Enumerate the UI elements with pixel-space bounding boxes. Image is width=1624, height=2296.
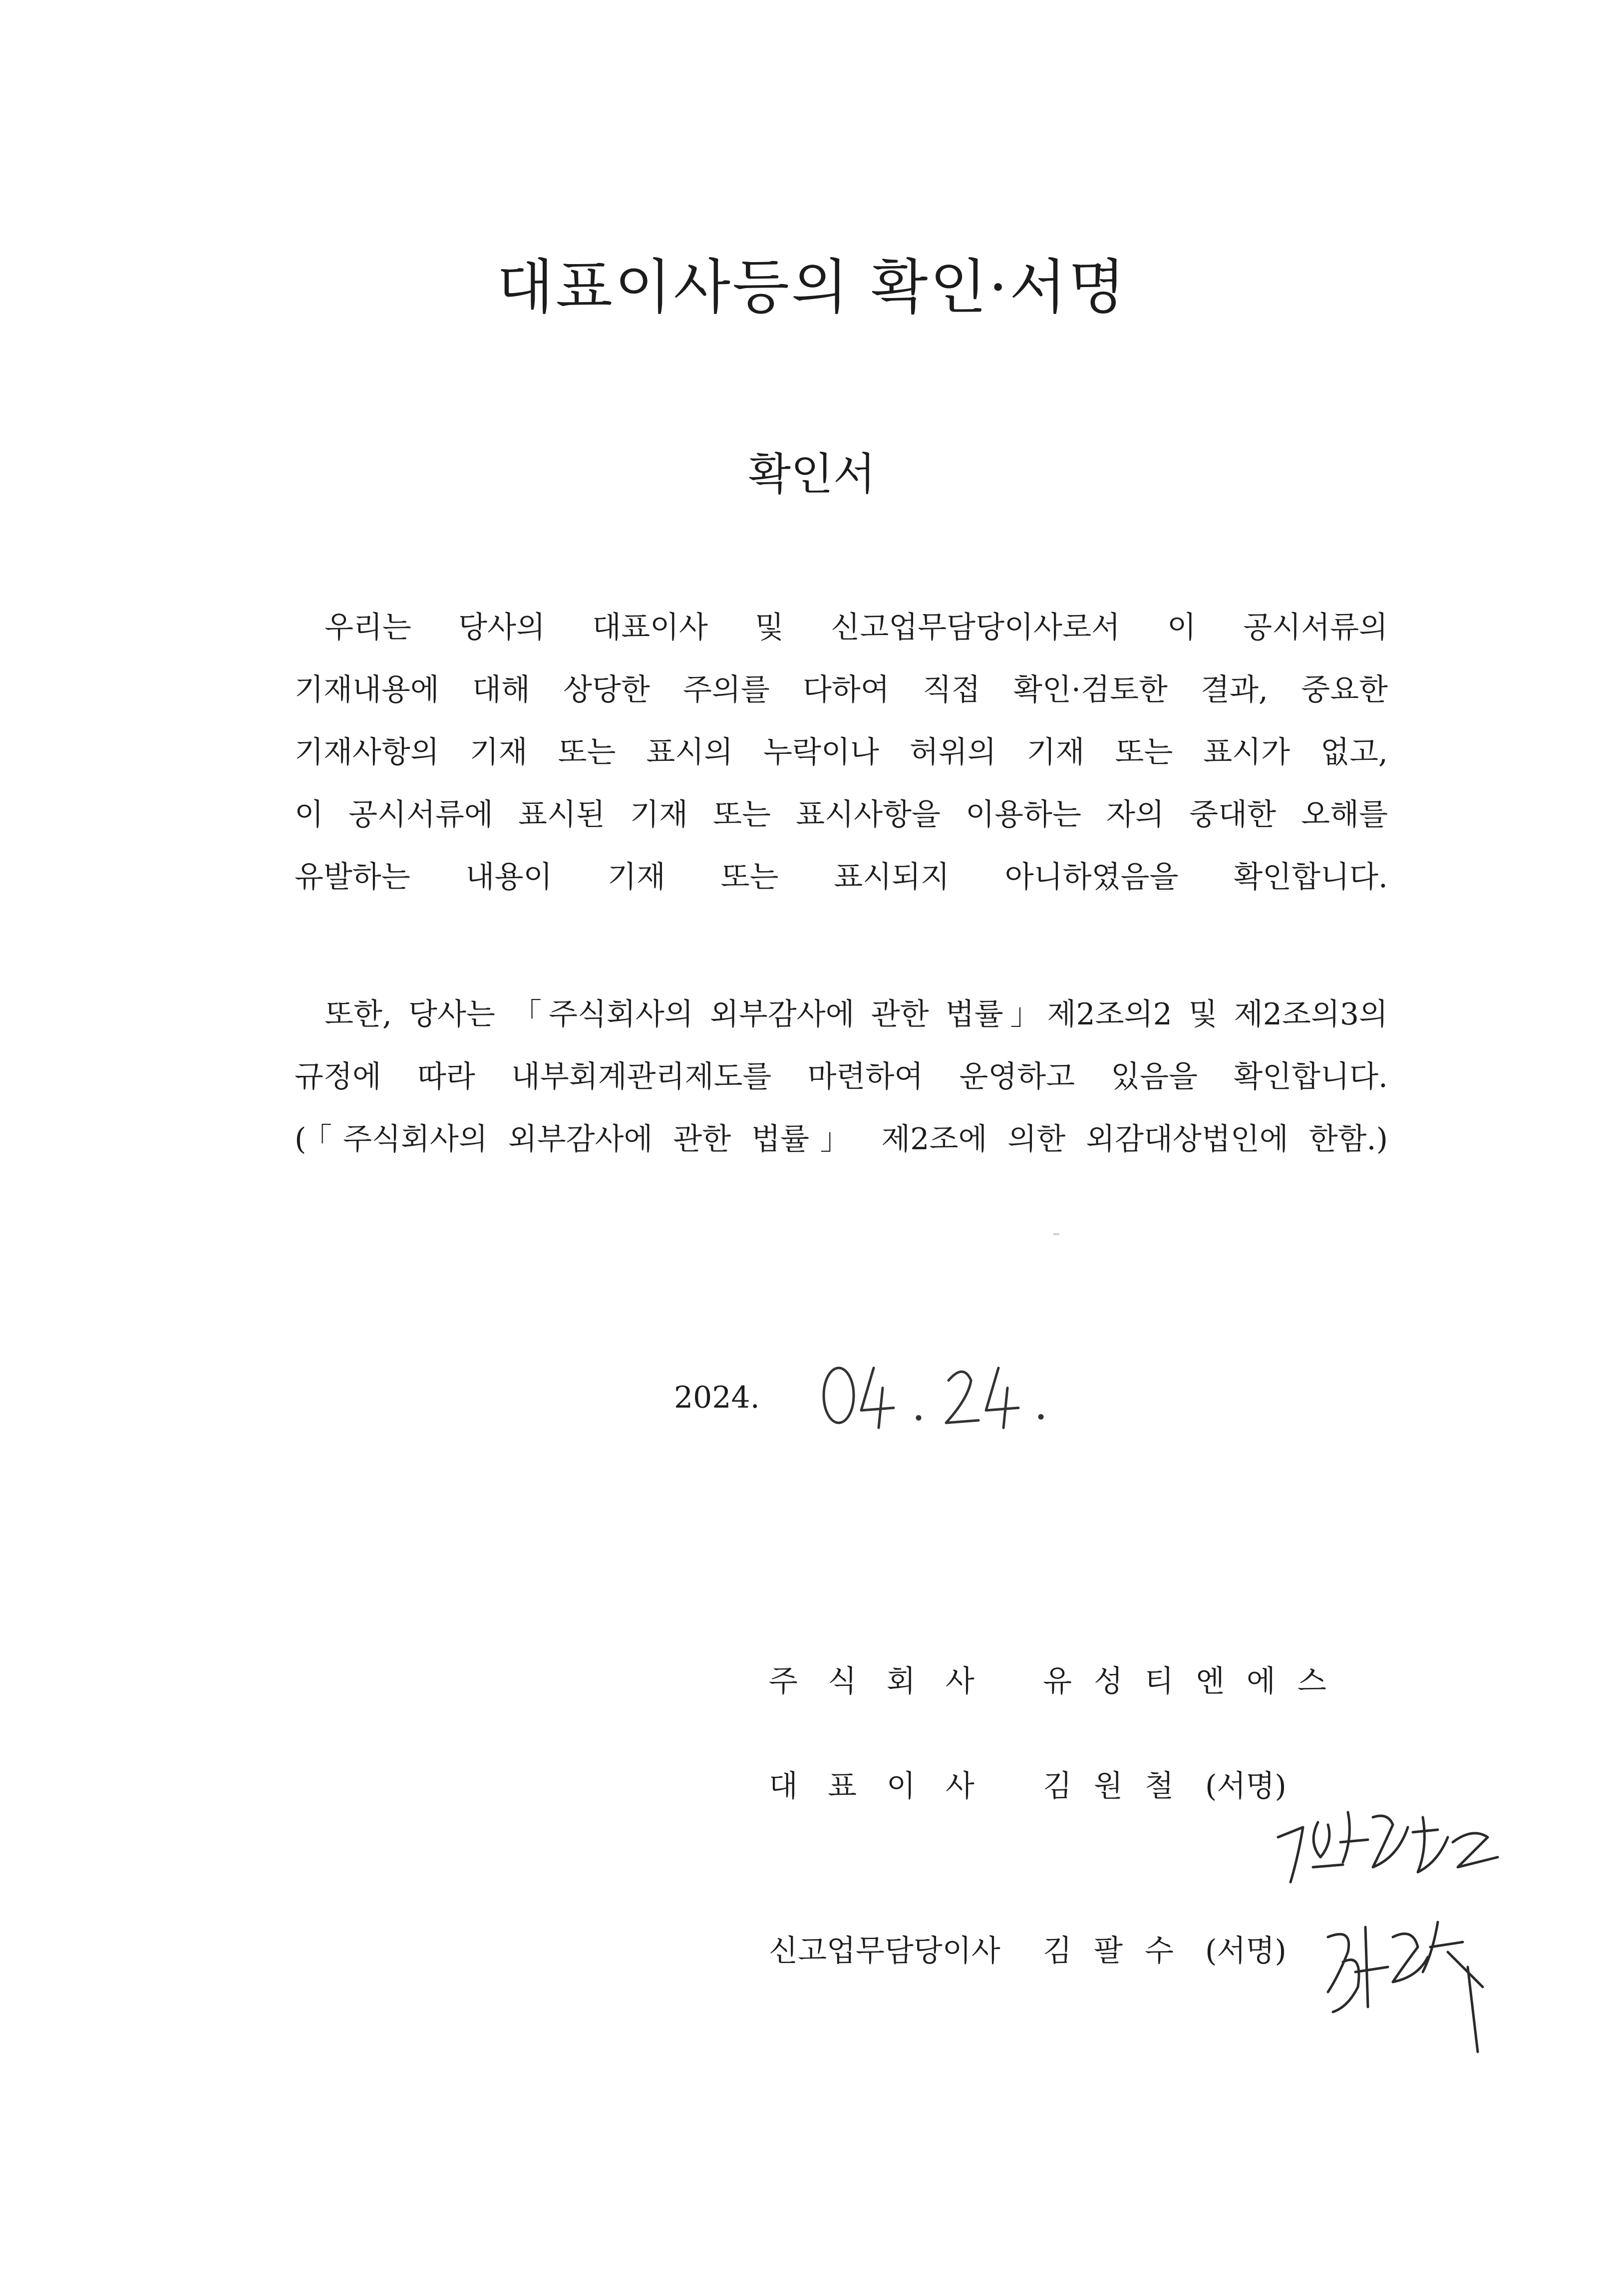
officer-row (769, 1927, 1287, 1970)
document-title: 대표이사등의 확인·서명 (497, 253, 1127, 322)
company-name: 유성티엔에스 (1043, 1664, 1348, 1699)
paragraph-line: 이 공시서류에 표시된 기재 또는 표시사항을 이용하는 자의 중대한 오해를 (295, 797, 1388, 832)
date-year: 2024. (674, 1380, 760, 1415)
officer-signature (1318, 1907, 1498, 2057)
handwritten-date (819, 1358, 1053, 1433)
ceo-sign-note: (서명) (1205, 1769, 1287, 1804)
date-row (674, 1378, 760, 1415)
ceo-label: 대표이사 (769, 1769, 1004, 1804)
paragraph-line: 우리는 당사의 대표이사 및 신고업무담당이사로서 이 공시서류의 (325, 610, 1388, 645)
officer-name: 김팔수 (1043, 1934, 1196, 1968)
officer-label: 신고업무담당이사 (769, 1934, 1000, 1968)
officer-sign-note: (서명) (1205, 1934, 1287, 1968)
paragraph-line: (「주식회사의 외부감사에 관한 법률」 제2조에 의한 외감대상법인에 한함.) (295, 1122, 1388, 1157)
company-label: 주식회사 (769, 1664, 1004, 1699)
document-subtitle: 확인서 (748, 448, 876, 500)
ceo-name: 김원철 (1043, 1769, 1196, 1804)
paragraph-line: 기재사항의 기재 또는 표시의 누락이나 허위의 기재 또는 표시가 없고, (295, 735, 1388, 770)
paragraph-line: 기재내용에 대해 상당한 주의를 다하여 직접 확인·검토한 결과, 중요한 (295, 672, 1388, 707)
paragraph-line: 규정에 따라 내부회계관리제도를 마련하여 운영하고 있음을 확인합니다. (295, 1059, 1388, 1094)
paragraph-line: 유발하는 내용이 기재 또는 표시되지 아니하였음을 확인합니다. (295, 860, 1388, 895)
ceo-row (769, 1762, 1287, 1805)
company-row (769, 1657, 1348, 1700)
ceo-signature (1273, 1797, 1503, 1892)
scan-speck (1053, 1233, 1059, 1235)
confirmation-paragraph (295, 597, 1388, 909)
internal-control-paragraph (295, 984, 1388, 1171)
paragraph-line: 또한, 당사는 「주식회사의 외부감사에 관한 법률」제2조의2 및 제2조의3의 (325, 997, 1388, 1032)
